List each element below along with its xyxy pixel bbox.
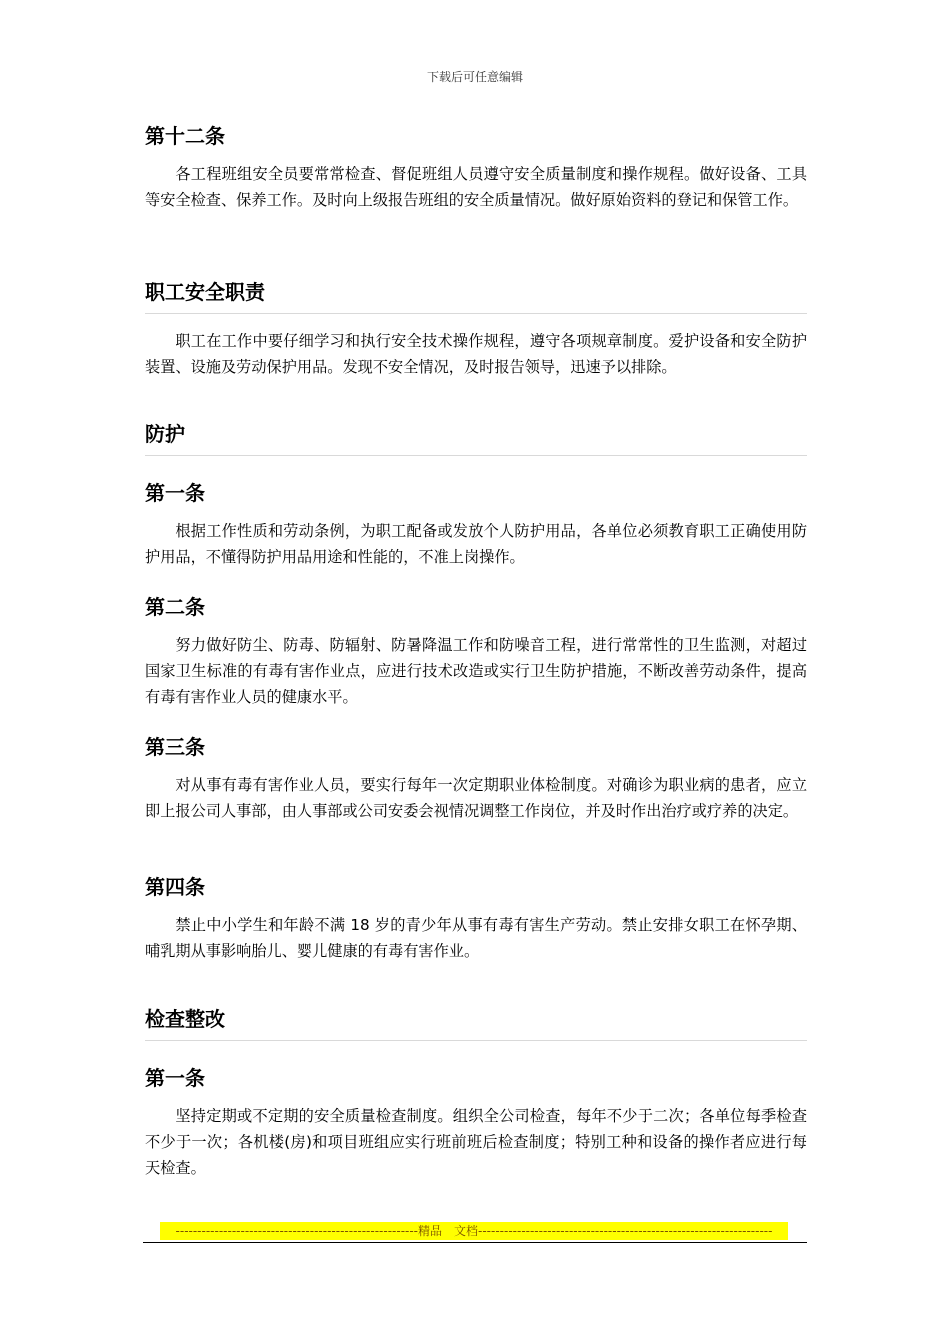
protection-article-2-heading: 第二条 (145, 595, 205, 619)
header-note: 下载后可任意编辑 (426, 70, 523, 84)
protection-article-2-text: 努力做好防尘、防毒、防辐射、防暑降温工作和防噪音工程，进行常常性的卫生监测，对超过国家卫生标准的有毒有害作业点，应进行技术改造或实行卫生防护措施，不断改善劳动条件，提高有毒有害作业人员的健康水平。 (145, 636, 807, 706)
section-staff-safety-heading: 职工安全职责 (145, 279, 807, 314)
protection-article-4-text: 禁止中小学生和年龄不满 18 岁的青少年从事有毒有害生产劳动。禁止安排女职工在怀孕期、哺乳期从事影响胎儿、婴儿健康的有毒有害作业。 (145, 916, 807, 960)
protection-article-4-heading: 第四条 (145, 875, 205, 899)
footer-banner: --------------------------------------------------------精品 文档-------------------------------------------------------------------- (160, 1222, 788, 1240)
inspection-article-1-heading: 第一条 (145, 1066, 205, 1090)
protection-article-1-heading: 第一条 (145, 481, 205, 505)
section-protection-heading: 防护 (145, 421, 807, 456)
article-12-text: 各工程班组安全员要常常检查、督促班组人员遵守安全质量制度和操作规程。做好设备、工具等安全检查、保养工作。及时向上级报告班组的安全质量情况。做好原始资料的登记和保管工作。 (145, 165, 807, 209)
inspection-article-1-text: 坚持定期或不定期的安全质量检查制度。组织全公司检查，每年不少于二次；各单位每季检查不少于一次；各机楼(房)和项目班组应实行班前班后检查制度；特别工种和设备的操作者应进行每天检查。 (145, 1107, 807, 1177)
section-inspection-heading: 检查整改 (145, 1006, 807, 1041)
protection-article-3-heading: 第三条 (145, 735, 205, 759)
staff-safety-text: 职工在工作中要仔细学习和执行安全技术操作规程，遵守各项规章制度。爱护设备和安全防护装置、设施及劳动保护用品。发现不安全情况，及时报告领导，迅速予以排除。 (145, 332, 807, 376)
protection-article-1-text: 根据工作性质和劳动条例，为职工配备或发放个人防护用品，各单位必须教育职工正确使用防护用品，不懂得防护用品用途和性能的，不准上岗操作。 (145, 522, 807, 566)
footer-rule (143, 1242, 807, 1243)
article-12-heading: 第十二条 (145, 124, 225, 148)
protection-article-3-text: 对从事有毒有害作业人员，要实行每年一次定期职业体检制度。对确诊为职业病的患者，应立即上报公司人事部，由人事部或公司安委会视情况调整工作岗位，并及时作出治疗或疗养的决定。 (145, 776, 807, 820)
